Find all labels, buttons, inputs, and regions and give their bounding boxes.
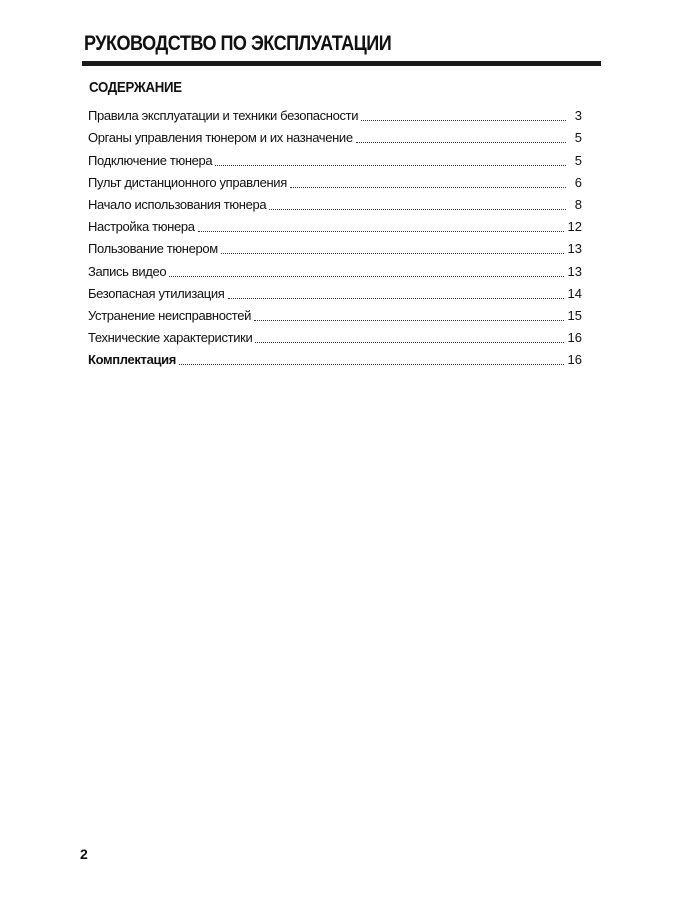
toc-item-usage[interactable] <box>88 235 582 257</box>
toc-dot-leader <box>255 341 563 343</box>
toc-item-label: Органы управления тюнером и их назначение <box>88 130 353 146</box>
toc-dot-leader <box>269 208 566 210</box>
toc-dot-leader <box>169 275 563 277</box>
toc-item-label: Настройка тюнера <box>88 219 195 235</box>
toc-dot-leader <box>228 297 564 299</box>
page-title: РУКОВОДСТВО ПО ЭКСПЛУАТАЦИИ <box>84 32 392 55</box>
toc-item-label: Правила эксплуатации и техники безопасности <box>88 108 359 124</box>
toc-item-specifications[interactable] <box>88 324 582 346</box>
toc-item-label: Начало использования тюнера <box>88 196 267 212</box>
toc-item-remote-control[interactable] <box>88 169 582 191</box>
toc-dot-leader <box>361 119 566 121</box>
toc-dot-leader <box>215 164 566 166</box>
toc-item-page: 13 <box>567 241 582 257</box>
toc-item-safety-rules[interactable] <box>88 102 582 124</box>
toc-item-page: 16 <box>567 330 582 346</box>
toc-item-controls[interactable] <box>88 124 582 146</box>
toc-item-label: Устранение неисправностей <box>88 307 252 323</box>
toc-item-label: Запись видео <box>88 263 167 279</box>
toc-item-package-contents[interactable] <box>88 346 582 368</box>
toc-item-troubleshooting[interactable] <box>88 302 582 324</box>
toc-item-page: 14 <box>567 285 582 301</box>
toc-dot-leader <box>221 252 564 254</box>
toc-item-video-recording[interactable] <box>88 257 582 279</box>
toc-dot-leader <box>198 230 564 232</box>
toc-item-page: 15 <box>567 307 582 323</box>
title-divider <box>82 61 601 66</box>
toc-item-disposal[interactable] <box>88 280 582 302</box>
toc-item-label: Комплектация <box>88 352 176 368</box>
toc-item-page: 12 <box>567 219 582 235</box>
toc-item-label: Безопасная утилизация <box>88 285 225 301</box>
toc-item-page: 6 <box>574 174 582 190</box>
toc-item-label: Пульт дистанционного управления <box>88 174 287 190</box>
toc-dot-leader <box>356 141 566 143</box>
toc-item-setup[interactable] <box>88 213 582 235</box>
toc-item-page: 13 <box>567 263 582 279</box>
table-of-contents <box>88 102 582 368</box>
toc-item-page: 3 <box>574 108 582 124</box>
toc-item-page: 5 <box>574 152 582 168</box>
toc-item-connection[interactable] <box>88 146 582 168</box>
toc-item-label: Технические характеристики <box>88 330 253 346</box>
toc-heading: СОДЕРЖАНИЕ <box>89 79 182 96</box>
toc-dot-leader <box>179 363 564 365</box>
toc-item-label: Пользование тюнером <box>88 241 218 257</box>
toc-item-label: Подключение тюнера <box>88 152 213 168</box>
toc-item-page: 16 <box>567 352 582 368</box>
toc-dot-leader <box>290 186 566 188</box>
toc-item-page: 8 <box>574 196 582 212</box>
toc-item-page: 5 <box>574 130 582 146</box>
page-number: 2 <box>80 846 88 862</box>
toc-item-getting-started[interactable] <box>88 191 582 213</box>
toc-dot-leader <box>254 319 564 321</box>
